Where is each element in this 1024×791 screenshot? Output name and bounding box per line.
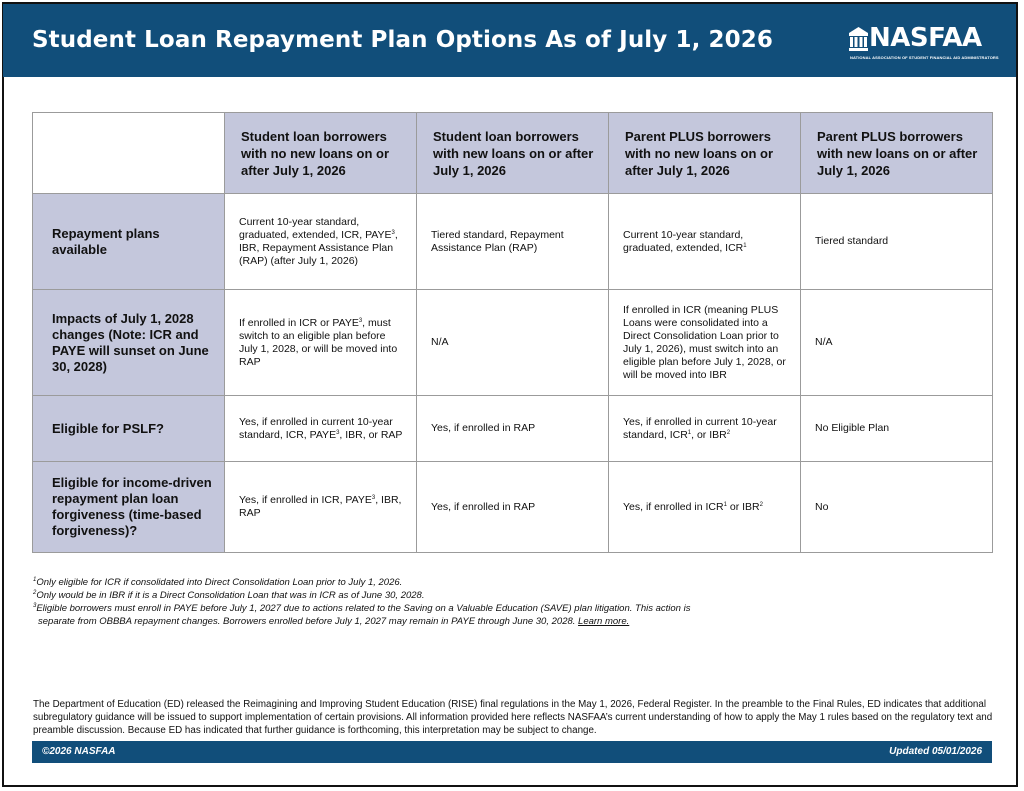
updated-date: Updated 05/01/2026 xyxy=(889,746,982,757)
row-header: Eligible for income-driven repayment plan loan forgiveness (time-based forgiveness)? xyxy=(33,462,225,553)
row-header: Repayment plans available xyxy=(33,194,225,290)
table-cell: Yes, if enrolled in current 10-year standard, ICR$^1$, or IBR$^2$ xyxy=(609,396,801,462)
disclaimer: The Department of Education (ED) released the Reimagining and Improving Student Education (RISE) final regulations in the May 1, 2026, Federal Register. In the preamble to the Final Rules, ED indicates that additional subregulatory guidance will be issued to support implementation of certain provisions. All information provided here reflects NASFAA’s current understanding of how to apply the May 1 rules based on the regulatory text and preamble discussion. Because ED has indicated that further guidance is forthcoming, this interpretation may be subject to change. xyxy=(33,699,993,736)
table-corner xyxy=(33,113,225,194)
table-cell: Current 10-year standard, graduated, extended, ICR, PAYE$^3$, IBR, Repayment Assistance Plan (RAP) (after July 1, 2026) xyxy=(225,194,417,290)
table-cell: Tiered standard xyxy=(801,194,993,290)
column-header: Parent PLUS borrowers with no new loans on or after July 1, 2026 xyxy=(609,113,801,194)
table-row xyxy=(33,290,993,396)
footnote-3: $^3$Eligible borrowers must enroll in PAYE before July 1, 2027 due to actions related to the Saving on a Valuable Education (SAVE) plan litigation. This action is xyxy=(33,603,691,614)
logo-wordmark: NASFAA xyxy=(869,23,982,53)
table-cell: Yes, if enrolled in RAP xyxy=(417,396,609,462)
table-cell: Yes, if enrolled in ICR$^1$ or IBR$^2$ xyxy=(609,462,801,553)
column-header: Student loan borrowers with no new loans on or after July 1, 2026 xyxy=(225,113,417,194)
table-cell: Yes, if enrolled in RAP xyxy=(417,462,609,553)
logo-subtitle: NATIONAL ASSOCIATION OF STUDENT FINANCIAL AID ADMINISTRATORS xyxy=(850,55,999,60)
header-banner xyxy=(3,4,1016,77)
column-header: Student loan borrowers with new loans on or after July 1, 2026 xyxy=(417,113,609,194)
repayment-options-table xyxy=(32,112,993,553)
nasfaa-logo xyxy=(849,23,999,64)
building-icon xyxy=(849,27,868,51)
table-cell: N/A xyxy=(417,290,609,396)
table-cell: No xyxy=(801,462,993,553)
column-header: Parent PLUS borrowers with new loans on or after July 1, 2026 xyxy=(801,113,993,194)
row-header: Eligible for PSLF? xyxy=(33,396,225,462)
table-row xyxy=(33,396,993,462)
table-cell: Current 10-year standard, graduated, extended, ICR$^1$ xyxy=(609,194,801,290)
table-header-row xyxy=(33,113,993,194)
table-cell: N/A xyxy=(801,290,993,396)
footnote-1: $^1$Only eligible for ICR if consolidated into Direct Consolidation Loan prior to July 1, 2026. xyxy=(33,577,403,588)
learn-more-link[interactable]: Learn more. xyxy=(578,616,630,627)
row-header: Impacts of July 1, 2028 changes (Note: ICR and PAYE will sunset on June 30, 2028) xyxy=(33,290,225,396)
table-cell: Yes, if enrolled in current 10-year standard, ICR, PAYE$^3$, IBR, or RAP xyxy=(225,396,417,462)
table-cell: Tiered standard, Repayment Assistance Plan (RAP) xyxy=(417,194,609,290)
table-cell: If enrolled in ICR or PAYE$^3$, must switch to an eligible plan before July 1, 2028, or will be moved into RAP xyxy=(225,290,417,396)
footnotes xyxy=(33,576,783,628)
table-row xyxy=(33,462,993,553)
table-cell: No Eligible Plan xyxy=(801,396,993,462)
footnote-2: $^2$Only would be in IBR if it is a Direct Consolidation Loan that was in ICR as of June 30, 2028. xyxy=(33,590,425,601)
footnote-3-continued: separate from OBBBA repayment changes. Borrowers enrolled before July 1, 2027 may remain in PAYE through June 30, 2028. Learn more. xyxy=(38,616,630,627)
table-cell: Yes, if enrolled in ICR, PAYE$^3$, IBR, RAP xyxy=(225,462,417,553)
copyright: ©2026 NASFAA xyxy=(42,746,116,757)
footer-bar xyxy=(32,741,992,763)
table-cell: If enrolled in ICR (meaning PLUS Loans were consolidated into a Direct Consolidation Loan prior to July 1, 2026), must switch into an eligible plan before July 1, 2028, or will be moved into IBR xyxy=(609,290,801,396)
table-row xyxy=(33,194,993,290)
page-title: Student Loan Repayment Plan Options As of July 1, 2026 xyxy=(32,27,773,53)
